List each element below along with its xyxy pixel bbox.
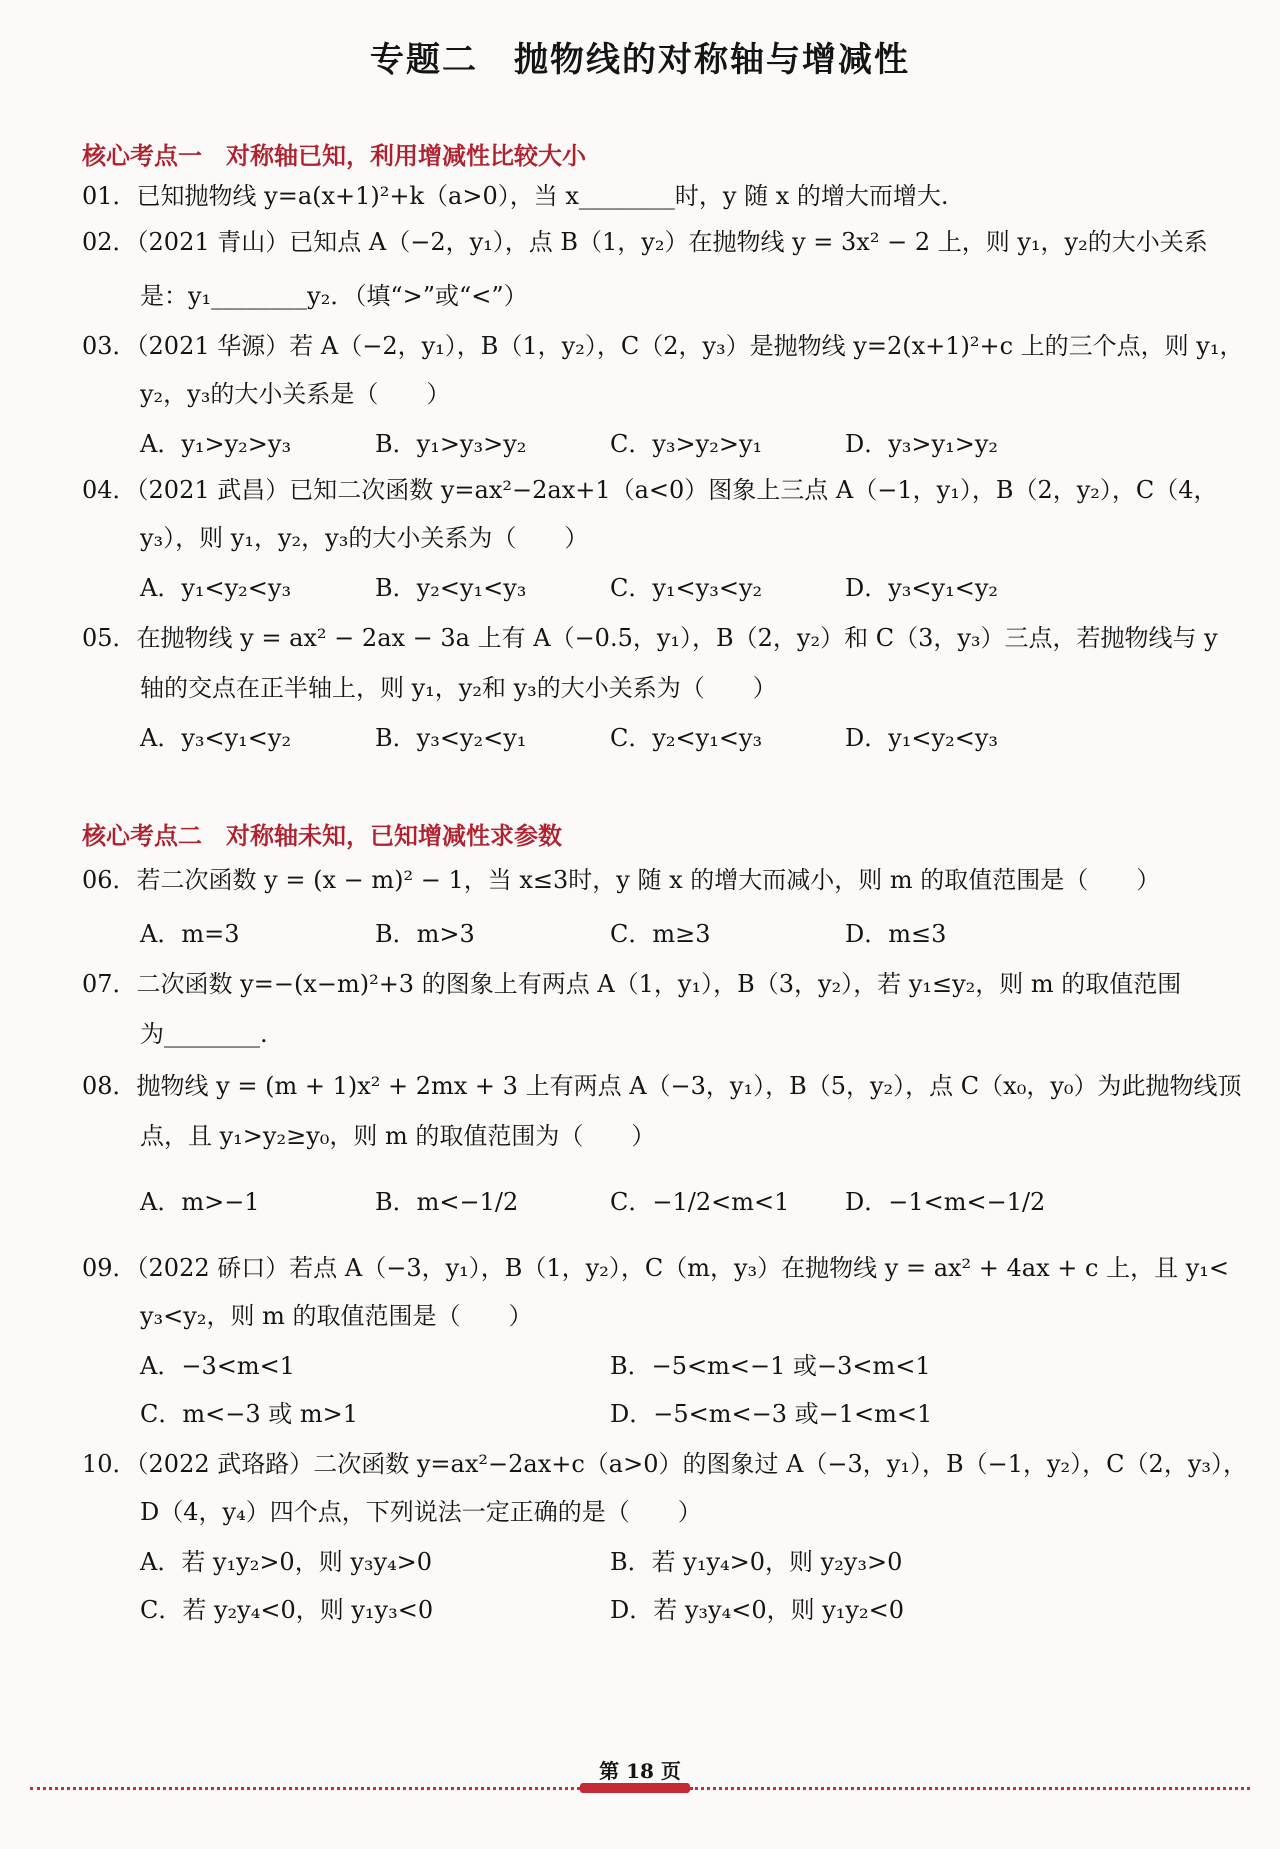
q08-option-c: C．−1/2<m<1 <box>610 1188 790 1216</box>
footer-accent-bar <box>580 1783 690 1793</box>
q05-option-c: C．y₂<y₁<y₃ <box>610 724 763 752</box>
question-05-line-1: 05．在抛物线 y = ax² − 2ax − 3a 上有 A（−0.5，y₁），B（2，y₂）和 C（3，y₃）三点，若抛物线与 y <box>82 624 1218 652</box>
question-09-line-2: y₃<y₂，则 m 的取值范围是（ ） <box>140 1302 533 1330</box>
q10-option-d: D．若 y₃y₄<0，则 y₁y₂<0 <box>610 1596 904 1624</box>
q04-option-a: A．y₁<y₂<y₃ <box>140 574 292 602</box>
q05-option-a: A．y₃<y₁<y₂ <box>140 724 292 752</box>
question-03-line-1: 03．（2021 华源）若 A（−2，y₁），B（1，y₂），C（2，y₃）是抛物线 y=2(x+1)²+c 上的三个点，则 y₁， <box>82 332 1244 360</box>
section-heading-1: 核心考点一 对称轴已知，利用增减性比较大小 <box>82 141 586 170</box>
question-04-line-1: 04．（2021 武昌）已知二次函数 y=ax²−2ax+1（a<0）图象上三点 A（−1，y₁），B（2，y₂），C（4， <box>82 476 1218 504</box>
q09-option-a: A．−3<m<1 <box>140 1352 295 1380</box>
question-02-line-2: 是：y₁________y₂．（填“>”或“<”） <box>140 282 528 310</box>
question-03-line-2: y₂，y₃的大小关系是（ ） <box>140 380 451 408</box>
q10-option-b: B．若 y₁y₄>0，则 y₂y₃>0 <box>610 1548 903 1576</box>
q04-option-c: C．y₁<y₃<y₂ <box>610 574 763 602</box>
footer-divider-left <box>30 1787 580 1790</box>
q04-option-b: B．y₂<y₁<y₃ <box>375 574 527 602</box>
q04-option-d: D．y₃<y₁<y₂ <box>845 574 998 602</box>
question-08-line-2: 点，且 y₁>y₂≥y₀，则 m 的取值范围为（ ） <box>140 1122 656 1150</box>
page-title: 专题二 抛物线的对称轴与增减性 <box>370 40 910 80</box>
q03-option-d: D．y₃>y₁>y₂ <box>845 430 998 458</box>
q05-option-d: D．y₁<y₂<y₃ <box>845 724 998 752</box>
question-04-line-2: y₃），则 y₁，y₂，y₃的大小关系为（ ） <box>140 524 589 552</box>
page-number: 第 18 页 <box>599 1759 681 1783</box>
q10-option-c: C．若 y₂y₄<0，则 y₁y₃<0 <box>140 1596 434 1624</box>
question-08-line-1: 08．抛物线 y = (m + 1)x² + 2mx + 3 上有两点 A（−3，y₁），B（5，y₂），点 C（x₀，y₀）为此抛物线顶 <box>82 1072 1242 1100</box>
q10-option-a: A．若 y₁y₂>0，则 y₃y₄>0 <box>140 1548 433 1576</box>
q09-option-d: D．−5<m<−3 或−1<m<1 <box>610 1400 933 1428</box>
question-07-line-1: 07．二次函数 y=−(x−m)²+3 的图象上有两点 A（1，y₁），B（3，y₂），若 y₁≤y₂，则 m 的取值范围 <box>82 970 1182 998</box>
footer-divider-right <box>690 1787 1250 1790</box>
q03-option-b: B．y₁>y₃>y₂ <box>375 430 527 458</box>
q09-option-b: B．−5<m<−1 或−3<m<1 <box>610 1352 931 1380</box>
q06-option-d: D．m≤3 <box>845 920 947 948</box>
question-01: 01．已知抛物线 y=a(x+1)²+k（a>0），当 x________时，y 随 x 的增大而增大. <box>82 182 949 210</box>
question-10-line-2: D（4，y₄）四个点，下列说法一定正确的是（ ） <box>140 1498 702 1526</box>
question-07-line-2: 为________. <box>140 1020 268 1048</box>
q08-option-b: B．m<−1/2 <box>375 1188 519 1216</box>
q06-option-b: B．m>3 <box>375 920 475 948</box>
q03-option-c: C．y₃>y₂>y₁ <box>610 430 763 458</box>
q05-option-b: B．y₃<y₂<y₁ <box>375 724 527 752</box>
section-heading-2: 核心考点二 对称轴未知，已知增减性求参数 <box>82 821 562 850</box>
q06-option-a: A．m=3 <box>140 920 240 948</box>
q09-option-c: C．m<−3 或 m>1 <box>140 1400 359 1428</box>
q06-option-c: C．m≥3 <box>610 920 711 948</box>
q08-option-a: A．m>−1 <box>140 1188 260 1216</box>
q03-option-a: A．y₁>y₂>y₃ <box>140 430 292 458</box>
question-10-line-1: 10．（2022 武珞路）二次函数 y=ax²−2ax+c（a>0）的图象过 A（−3，y₁），B（−1，y₂），C（2，y₃）， <box>82 1450 1247 1478</box>
question-06: 06．若二次函数 y = (x − m)² − 1，当 x≤3时，y 随 x 的增大而减小，则 m 的取值范围是（ ） <box>82 866 1161 894</box>
question-02-line-1: 02．（2021 青山）已知点 A（−2，y₁），点 B（1，y₂）在抛物线 y = 3x² − 2 上，则 y₁，y₂的大小关系 <box>82 228 1208 256</box>
question-05-line-2: 轴的交点在正半轴上，则 y₁，y₂和 y₃的大小关系为（ ） <box>140 674 777 702</box>
q08-option-d: D．−1<m<−1/2 <box>845 1188 1046 1216</box>
question-09-line-1: 09．（2022 硚口）若点 A（−3，y₁），B（1，y₂），C（m，y₃）在抛物线 y = ax² + 4ax + c 上，且 y₁< <box>82 1254 1230 1282</box>
